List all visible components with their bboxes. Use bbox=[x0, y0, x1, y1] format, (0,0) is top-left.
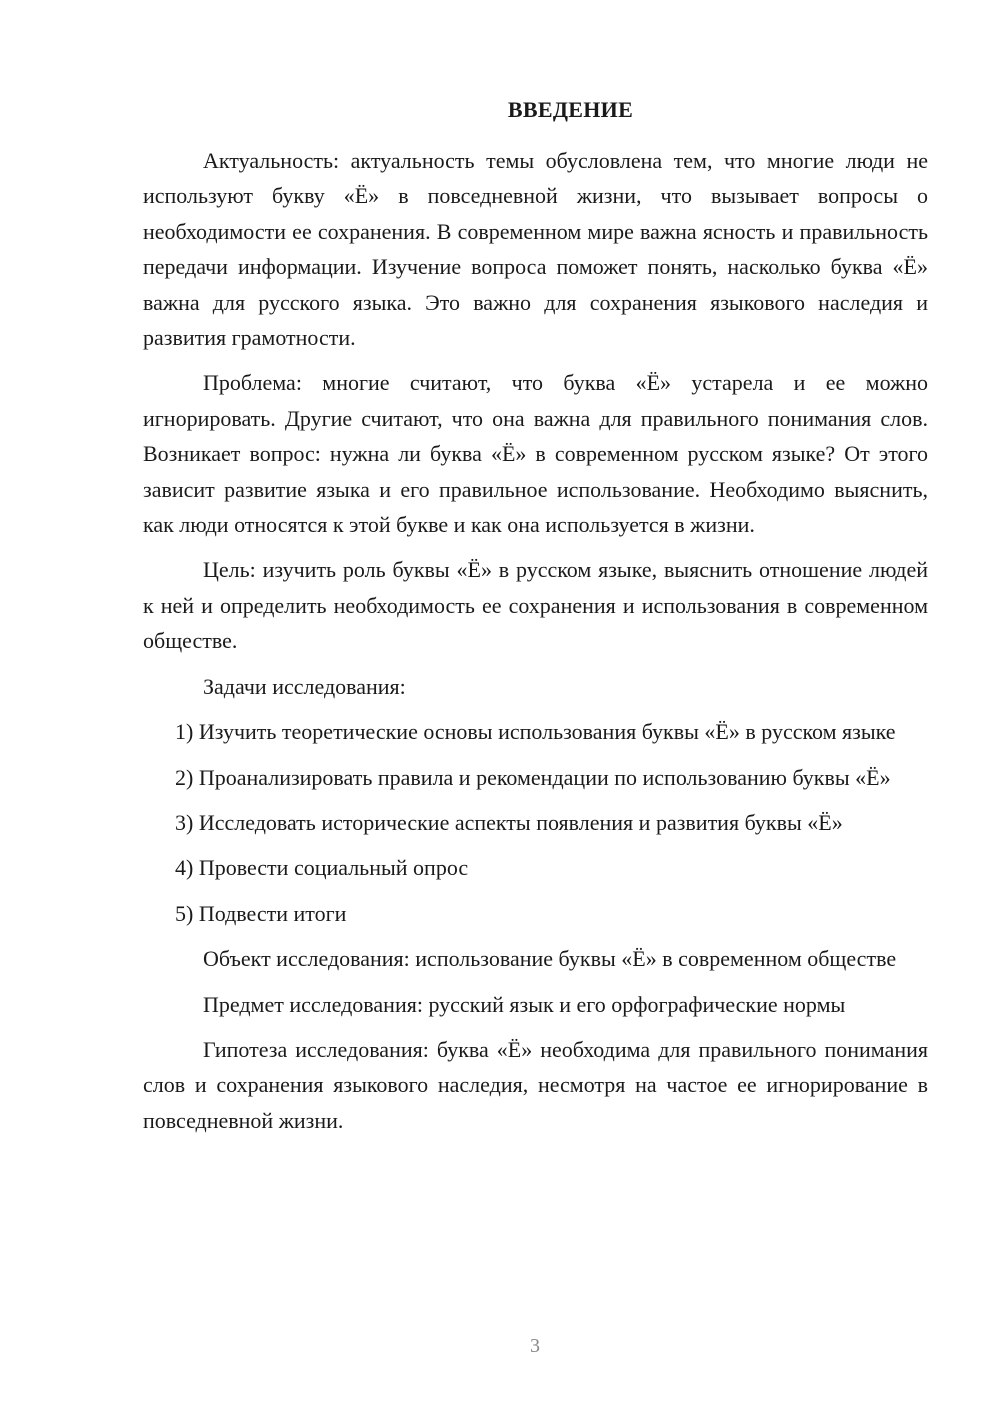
page-number: 3 bbox=[530, 1335, 540, 1357]
goal-paragraph: Цель: изучить роль буквы «Ё» в русском языке, выяснить отношение людей к ней и определить необходимость ее сохранения и использования в современном обществе. bbox=[143, 557, 928, 654]
task-item-4: 4) Провести социальный опрос bbox=[175, 855, 469, 881]
task-item-5: 5) Подвести итоги bbox=[175, 900, 347, 926]
page-title: ВВЕДЕНИЕ bbox=[507, 97, 634, 122]
task-item-2: 2) Проанализировать правила и рекомендации по использованию буквы «Ё» bbox=[175, 764, 891, 790]
subject-paragraph: Предмет исследования: русский язык и его орфографические нормы bbox=[203, 991, 846, 1017]
problem-paragraph: Проблема: многие считают, что буква «Ё» устарела и ее можно игнорировать. Другие считают, что она важна для правильного понимания слов. Возникает вопрос: нужна ли буква «Ё» в современном русском языке? От этого зависит развитие языка и его правильное использование. Необходимо выяснить, как люди относятся к этой букве и как она используется в жизни. bbox=[143, 370, 928, 538]
document-page bbox=[143, 95, 928, 1138]
task-item-3: 3) Исследовать исторические аспекты появления и развития буквы «Ё» bbox=[175, 809, 843, 835]
task-item-1: 1) Изучить теоретические основы использования буквы «Ё» в русском языке bbox=[175, 719, 896, 745]
tasks-title: Задачи исследования: bbox=[203, 673, 406, 699]
relevance-paragraph: Актуальность: актуальность темы обусловлена тем, что многие люди не используют букву «Ё» в повседневной жизни, что вызывает вопросы о необходимости ее сохранения. В современном мире важна ясность и правильность передачи информации. Изучение вопроса поможет понять, насколько буква «Ё» важна для русского языка. Это важно для сохранения языкового наследия и развития грамотности. bbox=[143, 148, 928, 351]
object-paragraph: Объект исследования: использование буквы «Ё» в современном обществе bbox=[203, 946, 897, 972]
hypothesis-paragraph: Гипотеза исследования: буква «Ё» необходима для правильного понимания слов и сохранения языкового наследия, несмотря на частое ее игнорирование в повседневной жизни. bbox=[143, 1036, 928, 1133]
